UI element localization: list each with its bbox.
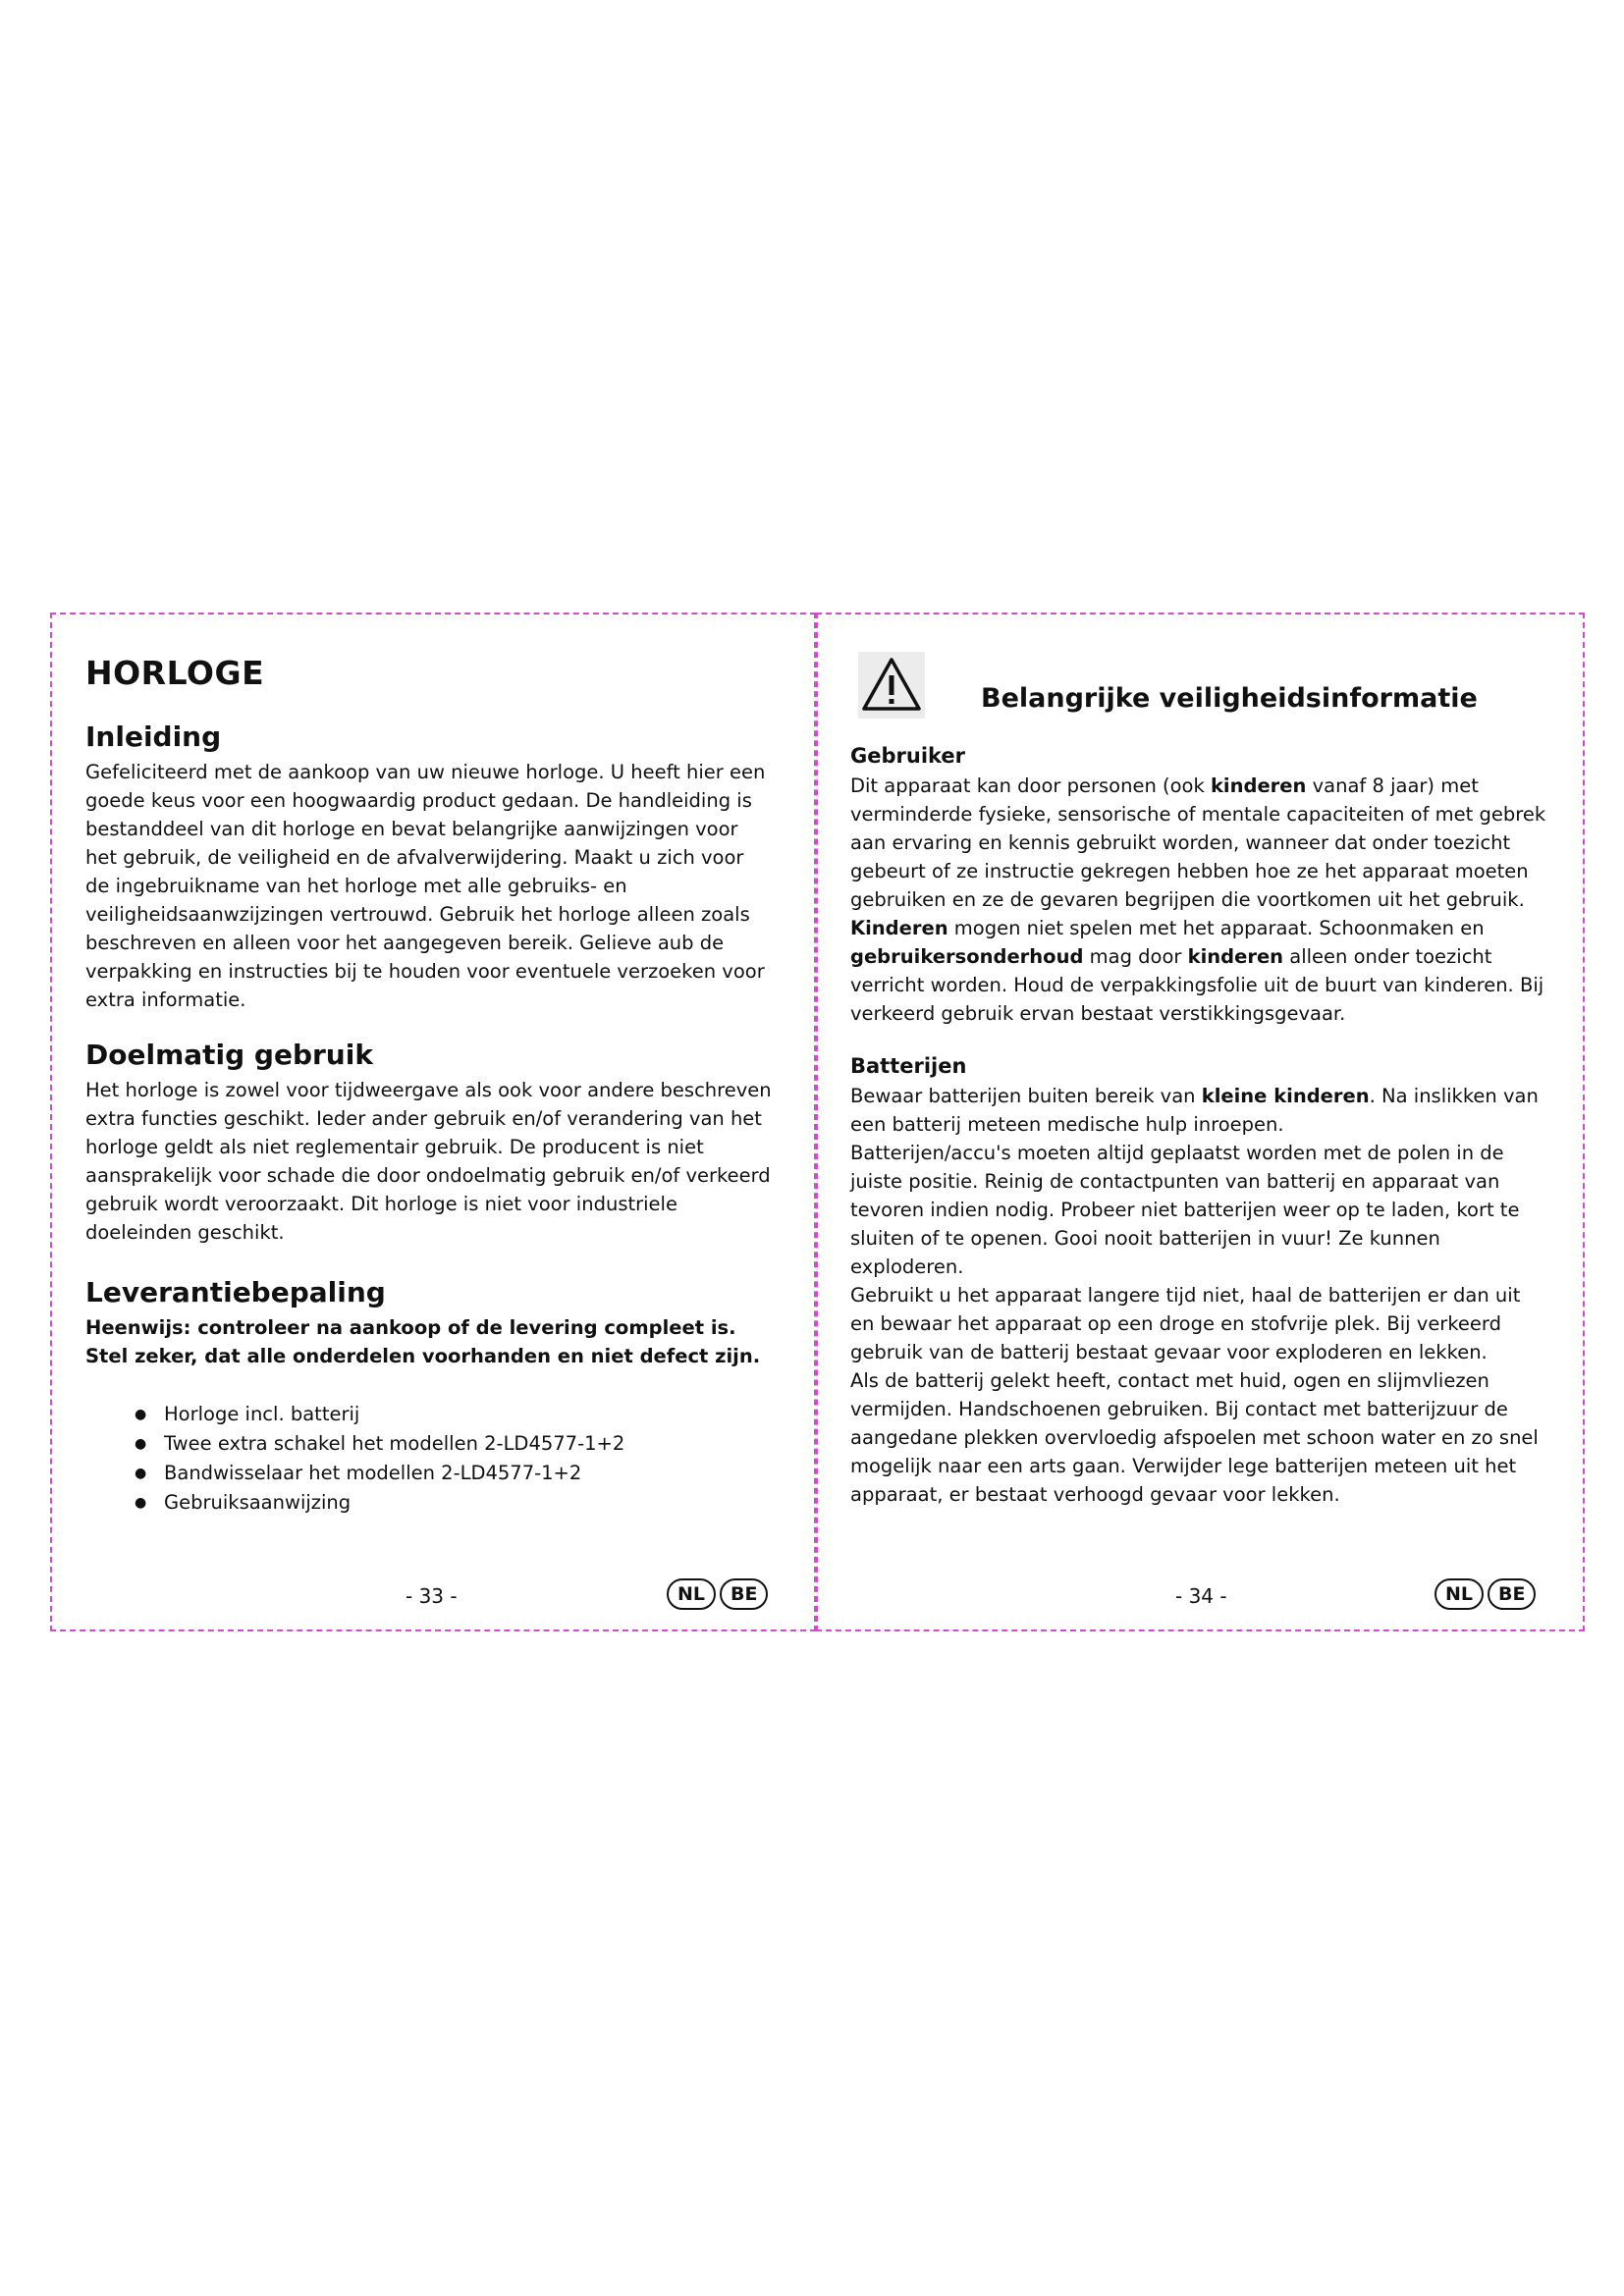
list-item: ● Gebruiksaanwijzing [135,1488,724,1518]
section-text-inleiding: Gefeliciteerd met de aankoop van uw nieuwe horloge. U heeft hier een goede keus voor een hoogwaardig product gedaan. De handleiding is bestanddeel van dit horloge en bevat belangrijke aanwijzingen voor het gebruik, de veiligheid en de afvalverwijdering. Maakt u zich voor de ingebruikname van het horloge met alle gebruiks- en veiligheidsaanwzijzingen vertrouwd. Gebruik het horloge alleen zoals beschreven en alleen voor het aangegeven bereik. Gelieve aub de verpakking en instructies bij te houden voor eventuele verzoeken voor extra informatie. [85,761,766,1011]
list-item: ● Horloge incl. batterij [135,1400,724,1429]
page-title: HORLOGE [85,654,265,692]
page-number: - 33 - [406,1584,458,1608]
section-text-batterijen [850,1082,1547,1509]
section-text-leverantiebepaling: Heenwijs: controleer na aankoop of de levering compleet is. Stel zeker, dat alle onderdelen voorhanden en niet defect zijn. [85,1316,761,1367]
list-item: ● Bandwisselaar het modellen 2-LD4577-1+2 [135,1459,724,1488]
batterijen-paragraph-4: Als de batterij gelekt heeft, contact met huid, ogen en slijmvliezen vermijden. Handschoenen gebruiken. Bij contact met batterijzuur de aangedane plekken overvloedig afspoelen met schoon water en zo snel mogelijk naar een arts gaan. Verwijder lege batterijen meteen uit het apparaat, er bestaat verhoogd gevaar voor lekken. [850,1369,1539,1506]
section-heading-batterijen: Batterijen [850,1054,967,1078]
country-badge-be: BE [1488,1578,1536,1610]
warning-triangle-icon [858,652,925,719]
country-badges [1435,1578,1536,1610]
delivery-items-list [135,1400,724,1518]
section-heading-doelmatig-gebruik: Doelmatig gebruik [85,1039,373,1071]
country-badge-nl: NL [667,1578,716,1610]
country-badges [667,1578,768,1610]
left-page [50,613,816,1631]
safety-title: Belangrijke veiligheidsinformatie [981,683,1478,714]
country-badge-be: BE [720,1578,768,1610]
section-text-gebruiker: Dit apparaat kan door personen (ook kinderen vanaf 8 jaar) met verminderde fysieke, sensorische of mentale capaciteiten of met gebrek aan ervaring en kennis gebruikt worden, wanneer dat onder toezicht gebeurt of ze instructie gekregen hebben hoe ze het apparaat moeten gebruiken en ze de gevaren begrijpen die voortkomen uit het gebruik. Kinderen mogen niet spelen met het apparaat. Schoonmaken en gebruikersonderhoud mag door kinderen alleen onder toezicht verricht worden. Houd de verpakkingsfolie uit de buurt van kinderen. Bij verkeerd gebruik ervan bestaat verstikkingsgevaar. [850,774,1546,1025]
page-number: - 34 - [1175,1584,1227,1608]
section-heading-gebruiker: Gebruiker [850,744,966,768]
section-text-doelmatig-gebruik: Het horloge is zowel voor tijdweergave als ook voor andere beschreven extra functies geschikt. Ieder ander gebruik en/of verandering van het horloge geldt als niet reglementair gebruik. De producent is niet aansprakelijk voor schade die door ondoelmatig gebruik en/of verkeerd gebruik wordt veroorzaakt. Dit horloge is niet voor industriele doeleinden geschikt. [85,1079,772,1244]
batterijen-paragraph-1: Bewaar batterijen buiten bereik van kleine kinderen. Na inslikken van een batterij meteen medische hulp inroepen. [850,1085,1539,1136]
country-badge-nl: NL [1435,1578,1484,1610]
section-heading-leverantiebepaling: Leverantiebepaling [85,1276,386,1308]
batterijen-paragraph-3: Gebruikt u het apparaat langere tijd niet, haal de batterijen er dan uit en bewaar het apparaat op een droge en stofvrije plek. Bij verkeerd gebruik van de batterij bestaat gevaar voor exploderen en lekken. [850,1284,1521,1363]
list-item: ● Twee extra schakel het modellen 2-LD4577-1+2 [135,1429,724,1459]
batterijen-paragraph-2: Batterijen/accu's moeten altijd geplaatst worden met de polen in de juiste positie. Reinig de contactpunten van batterij en apparaat van tevoren indien nodig. Probeer niet batterijen weer op te laden, kort te sluiten of te openen. Gooi nooit batterijen in vuur! Ze kunnen exploderen. [850,1142,1520,1278]
right-page [816,613,1585,1631]
section-heading-inleiding: Inleiding [85,721,222,753]
